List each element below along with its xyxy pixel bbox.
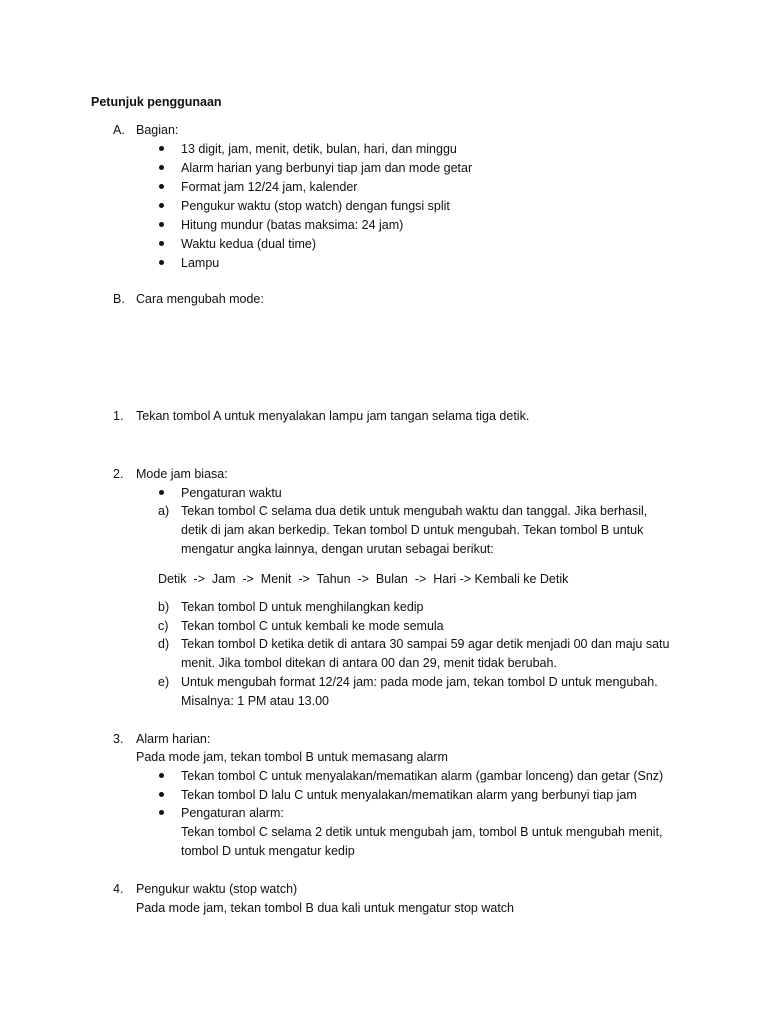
section-a-item: Waktu kedua (dual time) [181, 237, 317, 251]
document-title: Petunjuk penggunaan [91, 95, 222, 109]
step-2a-line: Tekan tombol C selama dua detik untuk mengubah waktu dan tanggal. Jika berhasil, [181, 504, 648, 518]
step-3-intro: Pada mode jam, tekan tombol B untuk memasang alarm [136, 750, 448, 764]
step-2-marker: 2. [113, 467, 124, 481]
step-2c-text: Tekan tombol C untuk kembali ke mode semula [181, 619, 444, 633]
section-a-item: 13 digit, jam, menit, detik, bulan, hari, dan minggu [181, 142, 457, 156]
step-1-text: Tekan tombol A untuk menyalakan lampu jam tangan selama tiga detik. [136, 409, 530, 423]
section-a-marker: A. [113, 123, 125, 137]
step-4-marker: 4. [113, 882, 124, 896]
section-a-heading: Bagian: [136, 123, 179, 137]
step-2b-text: Tekan tombol D untuk menghilangkan kedip [181, 600, 424, 614]
section-a-item: Alarm harian yang berbunyi tiap jam dan mode getar [181, 161, 473, 175]
step-2e-marker: e) [158, 675, 170, 689]
step-2a-line: detik di jam akan berkedip. Tekan tombol D untuk mengubah. Tekan tombol B untuk [181, 523, 644, 537]
section-b-marker: B. [113, 292, 125, 306]
step-2b-marker: b) [158, 600, 170, 614]
step-2d-line: Tekan tombol D ketika detik di antara 30 sampai 59 agar detik menjadi 00 dan maju satu [181, 637, 670, 651]
step-2e-line: Misalnya: 1 PM atau 13.00 [181, 694, 329, 708]
section-b-heading: Cara mengubah mode: [136, 292, 264, 306]
step-3-setting-line: Tekan tombol C selama 2 detik untuk mengubah jam, tombol B untuk mengubah menit, [181, 825, 663, 839]
step-2a-line: mengatur angka lainnya, dengan urutan sebagai berikut: [181, 542, 494, 556]
step-2-bullet: Pengaturan waktu [181, 486, 282, 500]
step-3-marker: 3. [113, 732, 124, 746]
section-a-item: Pengukur waktu (stop watch) dengan fungsi split [181, 199, 450, 213]
step-2-heading: Mode jam biasa: [136, 467, 228, 481]
step-3-setting-line: tombol D untuk mengatur kedip [181, 844, 355, 858]
step-4-intro: Pada mode jam, tekan tombol B dua kali untuk mengatur stop watch [136, 901, 514, 915]
step-3-bullet: Tekan tombol D lalu C untuk menyalakan/mematikan alarm yang berbunyi tiap jam [181, 788, 637, 802]
step-2d-marker: d) [158, 637, 170, 651]
step-2e-line: Untuk mengubah format 12/24 jam: pada mode jam, tekan tombol D untuk mengubah. [181, 675, 658, 689]
section-a-item: Hitung mundur (batas maksima: 24 jam) [181, 218, 404, 232]
step-2a-marker: a) [158, 504, 170, 518]
step-3-bullet: Tekan tombol C untuk menyalakan/mematikan alarm (gambar lonceng) dan getar (Snz) [181, 769, 664, 783]
step-2d-line: menit. Jika tombol ditekan di antara 00 dan 29, menit tidak berubah. [181, 656, 557, 670]
step-2c-marker: c) [158, 619, 169, 633]
step-4-heading: Pengukur waktu (stop watch) [136, 882, 298, 896]
step-3-heading: Alarm harian: [136, 732, 211, 746]
step-1-marker: 1. [113, 409, 124, 423]
section-a-item: Lampu [181, 256, 220, 270]
section-a-item: Format jam 12/24 jam, kalender [181, 180, 358, 194]
step-3-bullet: Pengaturan alarm: [181, 806, 284, 820]
step-2-sequence: Detik -> Jam -> Menit -> Tahun -> Bulan -> Hari -> Kembali ke Detik [158, 572, 569, 586]
